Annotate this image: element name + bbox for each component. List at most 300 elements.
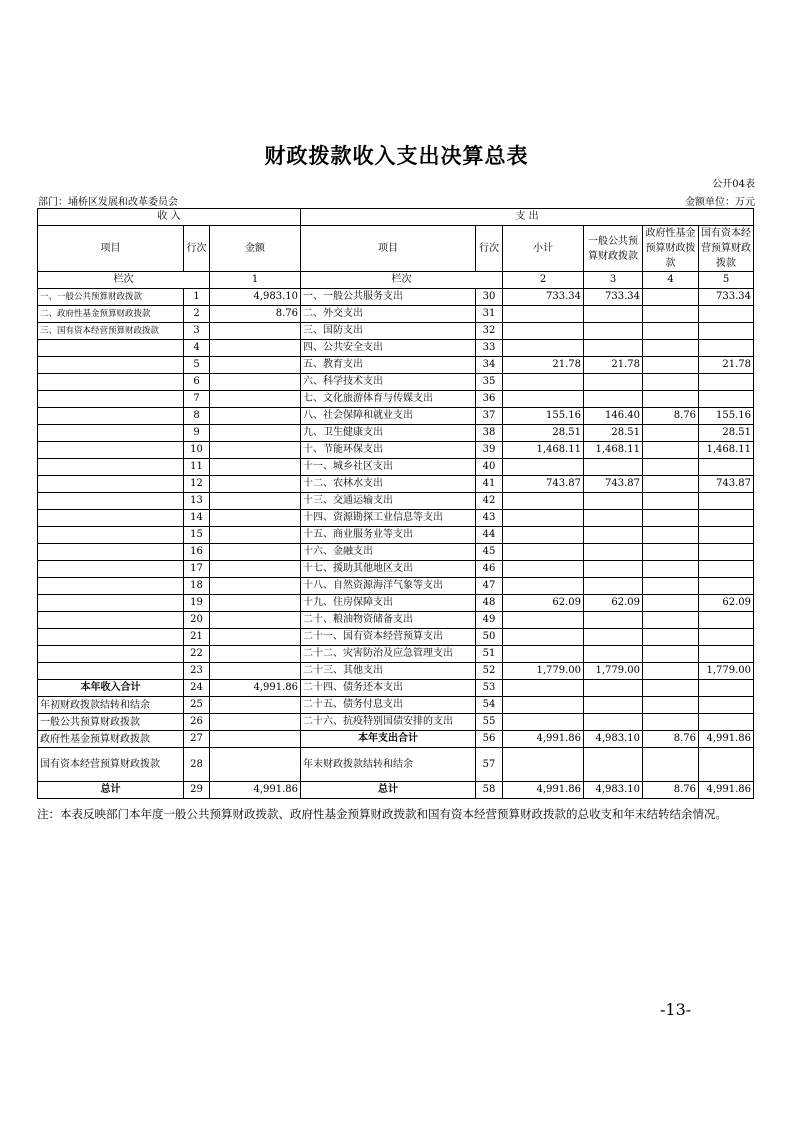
subtotal-value <box>503 323 584 340</box>
subtotal-value <box>503 680 584 697</box>
income-line: 20 <box>184 612 210 629</box>
table-row <box>38 612 754 629</box>
col-label-2: 栏次 <box>301 272 503 289</box>
income-item <box>38 357 184 374</box>
gov-fund-value: 8.76 <box>643 408 699 425</box>
general-budget-value: 1,468.11 <box>584 442 643 459</box>
expense-line: 32 <box>476 323 503 340</box>
subtotal-value <box>503 544 584 561</box>
income-line: 7 <box>184 391 210 408</box>
header-group-row <box>38 209 754 226</box>
income-amount <box>210 459 301 476</box>
table-row <box>38 425 754 442</box>
income-amount <box>210 510 301 527</box>
income-line: 8 <box>184 408 210 425</box>
state-capital-value <box>699 714 754 731</box>
table-row <box>38 646 754 663</box>
general-budget-value <box>584 646 643 663</box>
income-line: 23 <box>184 663 210 680</box>
table-row <box>38 442 754 459</box>
state-capital-value: 4,991.86 <box>699 782 754 799</box>
general-budget-value: 743.87 <box>584 476 643 493</box>
income-amount <box>210 374 301 391</box>
table-row <box>38 663 754 680</box>
income-item <box>38 340 184 357</box>
table-row <box>38 357 754 374</box>
state-capital-value <box>699 646 754 663</box>
income-item <box>38 459 184 476</box>
income-line: 18 <box>184 578 210 595</box>
subtotal-value <box>503 493 584 510</box>
income-amount: 4,991.86 <box>210 680 301 697</box>
expense-item: 三、国防支出 <box>301 323 476 340</box>
income-line: 11 <box>184 459 210 476</box>
income-line: 26 <box>184 714 210 731</box>
income-amount <box>210 731 301 748</box>
general-budget-value <box>584 697 643 714</box>
general-budget-value: 21.78 <box>584 357 643 374</box>
col-3: 3 <box>584 272 643 289</box>
state-capital-value <box>699 323 754 340</box>
col-4: 4 <box>643 272 699 289</box>
expense-item: 八、社会保障和就业支出 <box>301 408 476 425</box>
expense-item: 二十三、其他支出 <box>301 663 476 680</box>
expense-item: 四、公共安全支出 <box>301 340 476 357</box>
gov-fund-value <box>643 680 699 697</box>
expense-item: 二十二、灾害防治及应急管理支出 <box>301 646 476 663</box>
gov-fund-value <box>643 663 699 680</box>
subtotal-value: 155.16 <box>503 408 584 425</box>
income-line: 24 <box>184 680 210 697</box>
expense-line: 34 <box>476 357 503 374</box>
general-budget-value <box>584 748 643 782</box>
subtotal-value <box>503 374 584 391</box>
subtotal-value: 1,779.00 <box>503 663 584 680</box>
expense-line: 39 <box>476 442 503 459</box>
expense-line: 30 <box>476 289 503 306</box>
income-line: 22 <box>184 646 210 663</box>
income-item <box>38 595 184 612</box>
income-amount <box>210 391 301 408</box>
expense-item: 总计 <box>301 782 476 799</box>
expense-line: 44 <box>476 527 503 544</box>
income-amount-header: 金额 <box>210 226 301 272</box>
expense-line: 51 <box>476 646 503 663</box>
income-item <box>38 374 184 391</box>
income-line: 10 <box>184 442 210 459</box>
state-capital-value <box>699 629 754 646</box>
income-item <box>38 612 184 629</box>
state-capital-value <box>699 561 754 578</box>
income-item: 总计 <box>38 782 184 799</box>
income-amount <box>210 442 301 459</box>
state-capital-value: 21.78 <box>699 357 754 374</box>
income-item: 一、一般公共预算财政拨款 <box>38 289 184 306</box>
subtotal-value: 4,991.86 <box>503 731 584 748</box>
income-amount <box>210 425 301 442</box>
expense-line: 38 <box>476 425 503 442</box>
gov-fund-value <box>643 748 699 782</box>
general-budget-value <box>584 612 643 629</box>
income-item <box>38 578 184 595</box>
income-item <box>38 476 184 493</box>
expense-line: 41 <box>476 476 503 493</box>
subtotal-value <box>503 459 584 476</box>
gov-fund-value <box>643 493 699 510</box>
gov-fund-value <box>643 697 699 714</box>
income-item <box>38 646 184 663</box>
income-line: 13 <box>184 493 210 510</box>
general-budget-value <box>584 493 643 510</box>
expense-line: 53 <box>476 680 503 697</box>
income-line: 27 <box>184 731 210 748</box>
income-amount <box>210 697 301 714</box>
income-item: 三、国有资本经营预算财政拨款 <box>38 323 184 340</box>
table-row <box>38 629 754 646</box>
table-row <box>38 374 754 391</box>
gov-fund-value <box>643 527 699 544</box>
income-item: 二、政府性基金预算财政拨款 <box>38 306 184 323</box>
general-budget-value <box>584 629 643 646</box>
gov-fund-value <box>643 391 699 408</box>
income-item <box>38 391 184 408</box>
expense-line: 36 <box>476 391 503 408</box>
expense-line: 43 <box>476 510 503 527</box>
income-amount <box>210 646 301 663</box>
column-number-row <box>38 272 754 289</box>
col-5: 5 <box>699 272 754 289</box>
expense-item: 二十六、抗疫特别国债安排的支出 <box>301 714 476 731</box>
general-budget-value: 4,983.10 <box>584 731 643 748</box>
state-capital-value: 28.51 <box>699 425 754 442</box>
expense-item: 二十四、债务还本支出 <box>301 680 476 697</box>
expense-item: 一、一般公共服务支出 <box>301 289 476 306</box>
income-item <box>38 629 184 646</box>
subtotal-value <box>503 697 584 714</box>
gov-fund-value <box>643 306 699 323</box>
table-row <box>38 289 754 306</box>
gov-fund-value <box>643 629 699 646</box>
income-amount <box>210 595 301 612</box>
income-amount <box>210 714 301 731</box>
subtotal-value <box>503 629 584 646</box>
state-capital-value <box>699 374 754 391</box>
gov-fund-value: 8.76 <box>643 782 699 799</box>
expense-line: 33 <box>476 340 503 357</box>
expense-item: 十、节能环保支出 <box>301 442 476 459</box>
general-budget-value <box>584 391 643 408</box>
gov-fund-value <box>643 289 699 306</box>
expense-item-header: 项目 <box>301 226 476 272</box>
income-amount <box>210 323 301 340</box>
expense-item: 十七、援助其他地区支出 <box>301 561 476 578</box>
general-budget-value: 4,983.10 <box>584 782 643 799</box>
income-item <box>38 510 184 527</box>
income-line: 9 <box>184 425 210 442</box>
table-row <box>38 408 754 425</box>
income-amount <box>210 340 301 357</box>
gov-fund-value <box>643 561 699 578</box>
budget-summary-table <box>37 208 754 799</box>
income-amount <box>210 544 301 561</box>
general-budget-value <box>584 340 643 357</box>
state-capital-value <box>699 493 754 510</box>
table-row <box>38 595 754 612</box>
income-amount <box>210 357 301 374</box>
table-row <box>38 391 754 408</box>
state-capital-value: 1,468.11 <box>699 442 754 459</box>
state-capital-value <box>699 340 754 357</box>
expense-item: 年末财政拨款结转和结余 <box>301 748 476 782</box>
income-line: 17 <box>184 561 210 578</box>
income-item <box>38 408 184 425</box>
expense-line: 50 <box>476 629 503 646</box>
table-row <box>38 510 754 527</box>
gov-fund-value <box>643 510 699 527</box>
state-capital-value: 155.16 <box>699 408 754 425</box>
table-row <box>38 476 754 493</box>
income-amount <box>210 748 301 782</box>
income-line: 16 <box>184 544 210 561</box>
state-capital-value <box>699 544 754 561</box>
income-amount <box>210 561 301 578</box>
income-item: 政府性基金预算财政拨款 <box>38 731 184 748</box>
state-capital-value <box>699 306 754 323</box>
gov-fund-header: 政府性基金预算财政拨款 <box>643 226 699 272</box>
subtotal-value <box>503 748 584 782</box>
col-label: 栏次 <box>38 272 210 289</box>
expense-line: 54 <box>476 697 503 714</box>
expense-header: 支 出 <box>301 209 754 226</box>
income-amount: 4,983.10 <box>210 289 301 306</box>
table-row <box>38 782 754 799</box>
income-line: 14 <box>184 510 210 527</box>
general-budget-value <box>584 544 643 561</box>
income-line-header: 行次 <box>184 226 210 272</box>
expense-line: 31 <box>476 306 503 323</box>
income-item <box>38 442 184 459</box>
report-title: 财政拨款收入支出决算总表 <box>264 144 529 168</box>
income-line: 21 <box>184 629 210 646</box>
state-capital-value <box>699 527 754 544</box>
income-line: 28 <box>184 748 210 782</box>
subtotal-value <box>503 391 584 408</box>
income-line: 4 <box>184 340 210 357</box>
gov-fund-value <box>643 714 699 731</box>
state-capital-value: 743.87 <box>699 476 754 493</box>
income-item: 年初财政拨款结转和结余 <box>38 697 184 714</box>
department-label: 部门：埇桥区发展和改革委员会 <box>38 197 178 208</box>
expense-item: 七、文化旅游体育与传媒支出 <box>301 391 476 408</box>
table-code: 公开04表 <box>712 179 755 190</box>
general-budget-value <box>584 578 643 595</box>
gov-fund-value <box>643 612 699 629</box>
subtotal-value <box>503 561 584 578</box>
expense-line-header: 行次 <box>476 226 503 272</box>
table-row <box>38 748 754 782</box>
subtotal-value <box>503 340 584 357</box>
gov-fund-value <box>643 646 699 663</box>
general-budget-value <box>584 374 643 391</box>
subtotal-value <box>503 714 584 731</box>
table-row <box>38 323 754 340</box>
table-row <box>38 714 754 731</box>
gov-fund-value <box>643 357 699 374</box>
expense-line: 49 <box>476 612 503 629</box>
expense-line: 58 <box>476 782 503 799</box>
income-item <box>38 493 184 510</box>
subtotal-value <box>503 306 584 323</box>
subtotal-value <box>503 510 584 527</box>
expense-item: 十五、商业服务业等支出 <box>301 527 476 544</box>
expense-item: 二、外交支出 <box>301 306 476 323</box>
expense-item: 十一、城乡社区支出 <box>301 459 476 476</box>
gov-fund-value: 8.76 <box>643 731 699 748</box>
expense-item: 九、卫生健康支出 <box>301 425 476 442</box>
income-line: 29 <box>184 782 210 799</box>
subtotal-value: 1,468.11 <box>503 442 584 459</box>
income-amount <box>210 527 301 544</box>
table-row <box>38 680 754 697</box>
gov-fund-value <box>643 544 699 561</box>
state-capital-value <box>699 578 754 595</box>
income-item <box>38 561 184 578</box>
expense-line: 55 <box>476 714 503 731</box>
expense-item: 五、教育支出 <box>301 357 476 374</box>
expense-item: 十九、住房保障支出 <box>301 595 476 612</box>
subtotal-value <box>503 646 584 663</box>
income-item <box>38 425 184 442</box>
expense-item: 本年支出合计 <box>301 731 476 748</box>
table-row <box>38 306 754 323</box>
general-budget-value: 62.09 <box>584 595 643 612</box>
income-line: 2 <box>184 306 210 323</box>
expense-line: 48 <box>476 595 503 612</box>
income-amount <box>210 629 301 646</box>
income-amount <box>210 493 301 510</box>
subtotal-value <box>503 578 584 595</box>
state-capital-value: 1,779.00 <box>699 663 754 680</box>
gov-fund-value <box>643 323 699 340</box>
state-capital-value <box>699 612 754 629</box>
expense-item: 二十、粮油物资储备支出 <box>301 612 476 629</box>
income-line: 25 <box>184 697 210 714</box>
income-amount <box>210 476 301 493</box>
table-row <box>38 493 754 510</box>
gov-fund-value <box>643 425 699 442</box>
gov-fund-value <box>643 374 699 391</box>
col-2: 2 <box>503 272 584 289</box>
page-number: -13- <box>660 1000 692 1019</box>
state-capital-value <box>699 391 754 408</box>
income-line: 19 <box>184 595 210 612</box>
expense-item: 十二、农林水支出 <box>301 476 476 493</box>
income-amount <box>210 578 301 595</box>
expense-line: 40 <box>476 459 503 476</box>
general-budget-value <box>584 680 643 697</box>
income-amount <box>210 663 301 680</box>
general-budget-value <box>584 510 643 527</box>
expense-line: 42 <box>476 493 503 510</box>
income-item: 国有资本经营预算财政拨款 <box>38 748 184 782</box>
expense-item: 十三、交通运输支出 <box>301 493 476 510</box>
state-capital-value: 733.34 <box>699 289 754 306</box>
income-line: 3 <box>184 323 210 340</box>
gov-fund-value <box>643 459 699 476</box>
expense-line: 45 <box>476 544 503 561</box>
subtotal-value <box>503 612 584 629</box>
income-line: 6 <box>184 374 210 391</box>
table-row <box>38 544 754 561</box>
state-capital-value <box>699 459 754 476</box>
general-budget-value <box>584 323 643 340</box>
income-line: 1 <box>184 289 210 306</box>
subtotal-value: 28.51 <box>503 425 584 442</box>
expense-line: 52 <box>476 663 503 680</box>
general-budget-value <box>584 714 643 731</box>
table-row <box>38 340 754 357</box>
subtotal-value: 62.09 <box>503 595 584 612</box>
income-item-header: 项目 <box>38 226 184 272</box>
general-budget-value <box>584 561 643 578</box>
subtotal-value: 733.34 <box>503 289 584 306</box>
expense-line: 47 <box>476 578 503 595</box>
state-capital-value <box>699 680 754 697</box>
state-capital-value <box>699 748 754 782</box>
state-capital-header: 国有资本经营预算财政拨款 <box>699 226 754 272</box>
gov-fund-value <box>643 340 699 357</box>
table-row <box>38 697 754 714</box>
income-item: 一般公共预算财政拨款 <box>38 714 184 731</box>
subtotal-value: 4,991.86 <box>503 782 584 799</box>
subtotal-value: 21.78 <box>503 357 584 374</box>
subtotal-value: 743.87 <box>503 476 584 493</box>
table-row <box>38 578 754 595</box>
header-row <box>38 226 754 272</box>
income-amount <box>210 612 301 629</box>
income-item <box>38 544 184 561</box>
state-capital-value: 4,991.86 <box>699 731 754 748</box>
table-row <box>38 731 754 748</box>
general-budget-header: 一般公共预算财政拨款 <box>584 226 643 272</box>
col-1: 1 <box>210 272 301 289</box>
gov-fund-value <box>643 578 699 595</box>
income-item <box>38 663 184 680</box>
income-amount: 4,991.86 <box>210 782 301 799</box>
state-capital-value <box>699 510 754 527</box>
expense-item: 二十一、国有资本经营预算支出 <box>301 629 476 646</box>
expense-line: 56 <box>476 731 503 748</box>
expense-line: 37 <box>476 408 503 425</box>
subtotal-value <box>503 527 584 544</box>
state-capital-value: 62.09 <box>699 595 754 612</box>
subtotal-header: 小计 <box>503 226 584 272</box>
income-amount <box>210 408 301 425</box>
expense-item: 十四、资源勘探工业信息等支出 <box>301 510 476 527</box>
income-line: 5 <box>184 357 210 374</box>
unit-label: 金额单位：万元 <box>685 197 755 208</box>
income-item <box>38 527 184 544</box>
income-line: 15 <box>184 527 210 544</box>
expense-line: 57 <box>476 748 503 782</box>
expense-item: 十六、金融支出 <box>301 544 476 561</box>
general-budget-value <box>584 527 643 544</box>
general-budget-value: 28.51 <box>584 425 643 442</box>
gov-fund-value <box>643 442 699 459</box>
income-line: 12 <box>184 476 210 493</box>
general-budget-value: 733.34 <box>584 289 643 306</box>
table-row <box>38 561 754 578</box>
